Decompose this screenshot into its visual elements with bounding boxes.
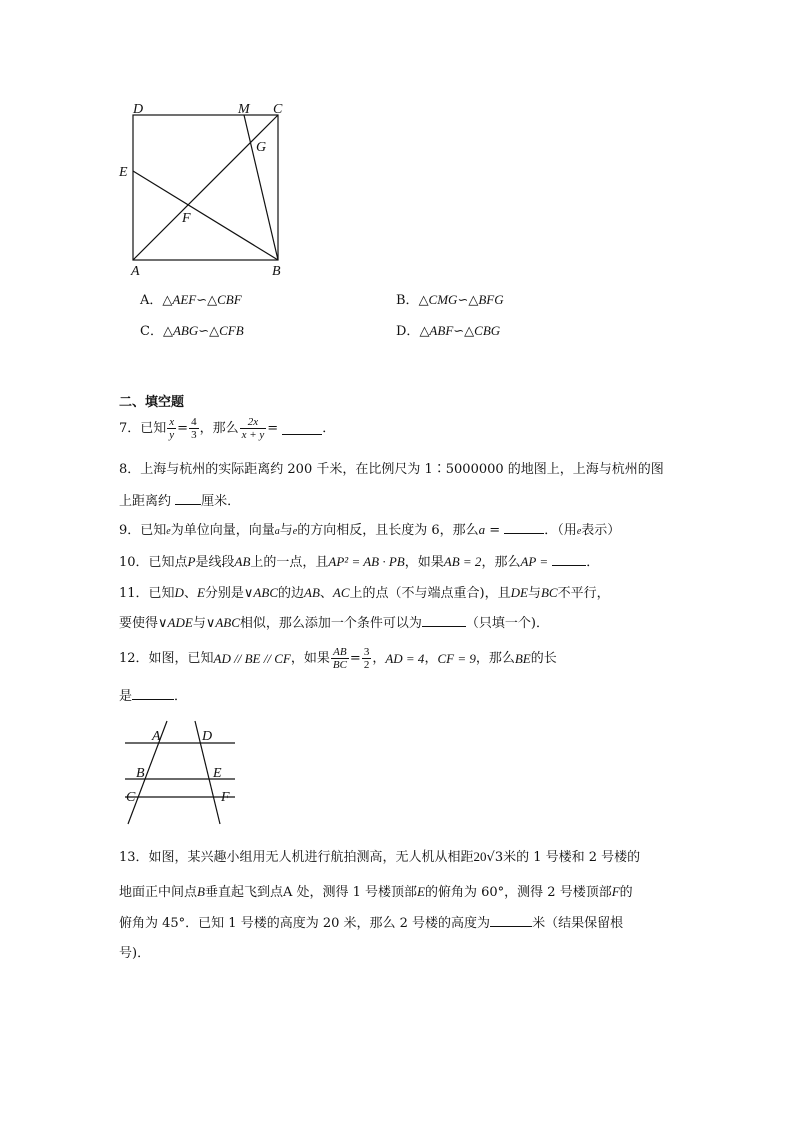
answer-blank-9[interactable] <box>504 521 544 534</box>
figure-square-diagram <box>110 95 310 280</box>
answer-blank-13[interactable] <box>490 914 532 927</box>
label-B: B <box>272 264 281 279</box>
answer-blank-11[interactable] <box>422 614 466 627</box>
option-d: D．△ABF∽△CBG <box>396 323 501 339</box>
question-13-line1: 13．如图，某兴趣小组用无人机进行航拍测高，无人机从相距20√3米的 1 号楼和 2 号楼的 <box>119 849 641 865</box>
question-8-line1: 8．上海与杭州的实际距离约 200 千米，在比例尺为 1∶5000000 的地图上，上海与杭州的图 <box>119 462 664 477</box>
line-MB <box>244 115 278 260</box>
question-13-line4: 号)． <box>119 946 151 961</box>
label-C: C <box>273 102 283 117</box>
answer-blank-7[interactable] <box>282 422 322 435</box>
question-11-line1: 11．已知D、E分别是∨ABC的边AB、AC上的点（不与端点重合)，且DE与BC不平行， <box>119 585 610 601</box>
label-C2: C <box>126 790 136 805</box>
line-EB <box>133 171 278 260</box>
label-A: A <box>131 264 140 279</box>
answer-blank-8[interactable] <box>175 492 201 505</box>
question-11-line2: 要使得∨ADE与∨ABC相似，那么添加一个条件可以为 （只填一个)． <box>119 615 549 631</box>
option-c: C．△ABG∽△CFB <box>140 323 244 339</box>
question-12-line2: 是 ． <box>119 689 188 704</box>
question-8-line2: 上距离约 厘米． <box>119 494 241 509</box>
option-a: A．△AEF∽△CBF <box>140 292 242 308</box>
question-10: 10．已知点P是线段AB上的一点，且AP² = AB · PB，如果AB = 2，那么AP = ． <box>119 554 600 570</box>
question-9: 9．已知e为单位向量，向量a与e的方向相反，且长度为 6，那么a = ．（用e表示） <box>119 522 621 538</box>
label-G: G <box>256 140 267 155</box>
label-E2: E <box>213 766 222 781</box>
label-F2: F <box>221 790 230 805</box>
label-F: F <box>182 211 191 226</box>
label-B2: B <box>136 766 145 781</box>
question-7: 7．已知 $\frac{x}{y}$ = $\frac{4}{3}$ ，那么 $\frac{2x}{x + y}$ = ． <box>119 415 336 441</box>
figure-parallel-lines <box>115 715 245 830</box>
transversal-left <box>128 721 167 824</box>
question-13-line2: 地面正中间点B垂直起飞到点A 处，测得 1 号楼顶部E的俯角为 60°，测得 2 号楼顶部F的 <box>119 884 633 900</box>
label-E: E <box>119 165 128 180</box>
label-D: D <box>133 102 144 117</box>
answer-blank-10[interactable] <box>552 553 586 566</box>
question-12-line1: 12．如图，已知 AD // BE // CF ，如果 $\frac{AB}{BC}$ = $\frac{3}{2}$ ， AD = 4 ， CF = 9 ，那么 BE 的长 <box>119 645 557 671</box>
section-title: 二、填空题 <box>119 395 185 410</box>
question-13-line3: 俯角为 45°．已知 1 号楼的高度为 20 米，那么 2 号楼的高度为 米（结果保留根 <box>119 916 624 931</box>
diagonal-AC <box>133 115 278 260</box>
label-M: M <box>238 102 250 117</box>
label-A2: A <box>152 729 161 744</box>
answer-blank-12[interactable] <box>132 687 174 700</box>
option-b: B．△CMG∽△BFG <box>396 292 504 308</box>
label-D2: D <box>202 729 213 744</box>
